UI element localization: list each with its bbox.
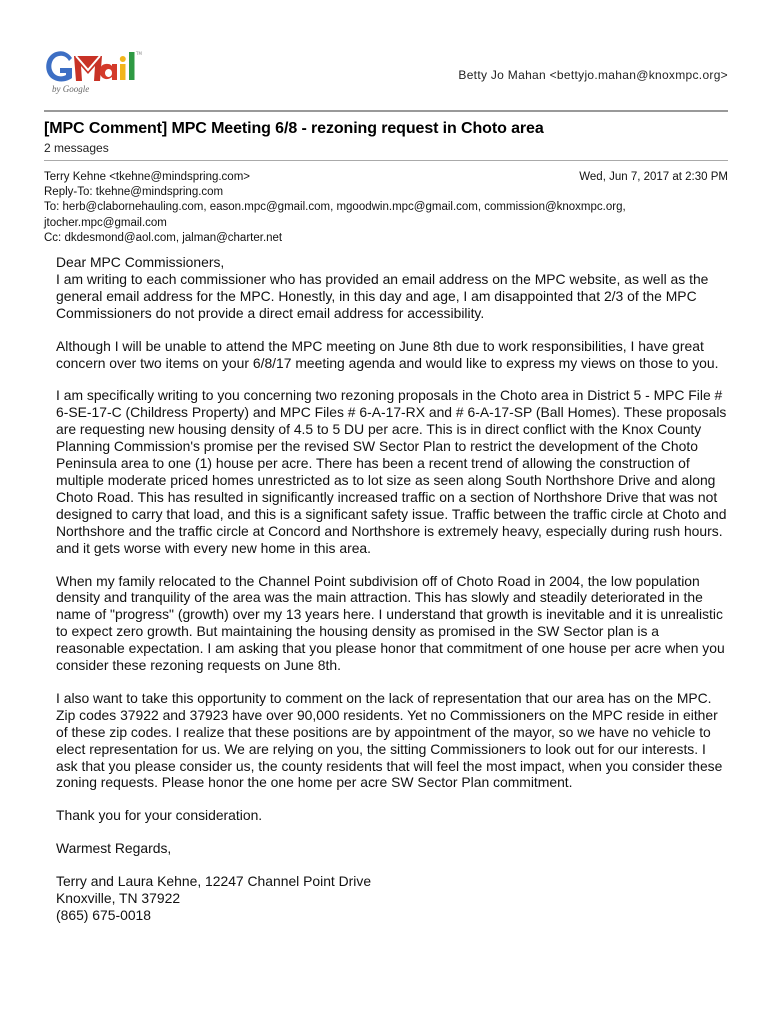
recipients-line: To: herb@clabornehauling.com, eason.mpc@gmail.com, mgoodwin.mpc@gmail.com, commission@knoxmpc.org, bbox=[44, 201, 626, 214]
signature-line: Terry and Laura Kehne, 12247 Channel Point Drive bbox=[56, 873, 372, 890]
message-body bbox=[56, 254, 730, 924]
header-divider bbox=[44, 110, 728, 112]
body-paragraph: I am specifically writing to you concerning two rezoning proposals in the Choto area in District 5 - MPC File # 6-SE-17-C (Childress Property) and MPC Files # 6-A-17-RX and # 6-A-17-SP (Ball Homes). These proposals are requesting new housing density of 4.5 to 5 DU per acre. This is in direct conflict with the Knox County Planning Commission's promise per the revised SW Sector Plan to restrict the development of the Choto Peninsula area to one (1) house per acre. There has been a recent trend of allowing the construction of multiple moderate priced homes unrestricted as to lot size as seen along South Northshore Drive and along Choto Road. This has resulted in significantly increased traffic on a section of Northshore Drive that was not designed to carry that load, and this is a significant safety issue. Traffic between the traffic circle at Choto and Northshore and the traffic circle at Concord and Northshore is extremely heavy, especially during rush hours. and it gets worse with every new home in this area. bbox=[56, 387, 727, 556]
reply-to: Reply-To: tkehne@mindspring.com bbox=[44, 186, 224, 199]
account-email: Betty Jo Mahan <bettyjo.mahan@knoxmpc.org> bbox=[458, 68, 728, 82]
sender: Terry Kehne <tkehne@mindspring.com> bbox=[44, 171, 251, 183]
greeting: Dear MPC Commissioners, bbox=[56, 254, 225, 270]
thanks-line: Thank you for your consideration. bbox=[56, 807, 263, 824]
signature-line: (865) 675-0018 bbox=[56, 907, 151, 923]
message-count: 2 messages bbox=[44, 141, 109, 155]
sent-date: Wed, Jun 7, 2017 at 2:30 PM bbox=[579, 171, 728, 183]
signature bbox=[56, 873, 730, 924]
body-paragraph: When my family relocated to the Channel Point subdivision off of Choto Road in 2004, the low population density and tranquility of the area was the main attraction. This has slowly and steadily deteriorated in the name of "progress" (growth) over my 13 years here. I understand that growth is inevitable and it is unrealistic to expect zero growth. But maintaining the housing density as promised in the SW Sector plan is a reasonable expectation. I am asking that you please honor that commitment of one house per acre when you consider these rezoning requests on June 8th. bbox=[56, 572, 725, 674]
body-paragraph: Although I will be unable to attend the MPC meeting on June 8th due to work responsibilities, I have great concern over two items on your 6/8/17 meeting agenda and would like to express my views on those to you. bbox=[56, 337, 719, 371]
body-paragraph: I also want to take this opportunity to comment on the lack of representation that our area has on the MPC. Zip codes 37922 and 37923 have over 90,000 residents. Yet no Commissioners on the MPC reside in either of these zip codes. I realize that these positions are by appointment of the mayor, so we have no vehicle to elect representation for us. We are relying on you, the sitting Commissioners to look out for our interests. I ask that you please consider us, the county residents that will feel the most impact, when you consider these zoning requests. Please honor the one home per acre SW Sector Plan commitment. bbox=[56, 689, 723, 791]
logo-byline: by Google bbox=[52, 84, 90, 94]
signature-line: Knoxville, TN 37922 bbox=[56, 890, 181, 907]
message-headers bbox=[44, 170, 728, 246]
body-paragraph: I am writing to each commissioner who has provided an email address on the MPC website, as well as the general email address for the MPC. Honestly, in this day and age, I am disappointed that 2/3 of the MPC Commissioners do not provide a direct email address for accessibility. bbox=[56, 270, 709, 321]
gmail-logo bbox=[42, 44, 170, 102]
recipients-line: jtocher.mpc@gmail.com bbox=[44, 216, 167, 229]
svg-text:TM: TM bbox=[136, 51, 142, 56]
closing: Warmest Regards, bbox=[56, 840, 172, 857]
email-subject: [MPC Comment] MPC Meeting 6/8 - rezoning request in Choto area bbox=[44, 120, 544, 137]
cc-recipients: Cc: dkdesmond@aol.com, jalman@charter.net bbox=[44, 231, 283, 244]
subject-divider bbox=[44, 160, 728, 161]
